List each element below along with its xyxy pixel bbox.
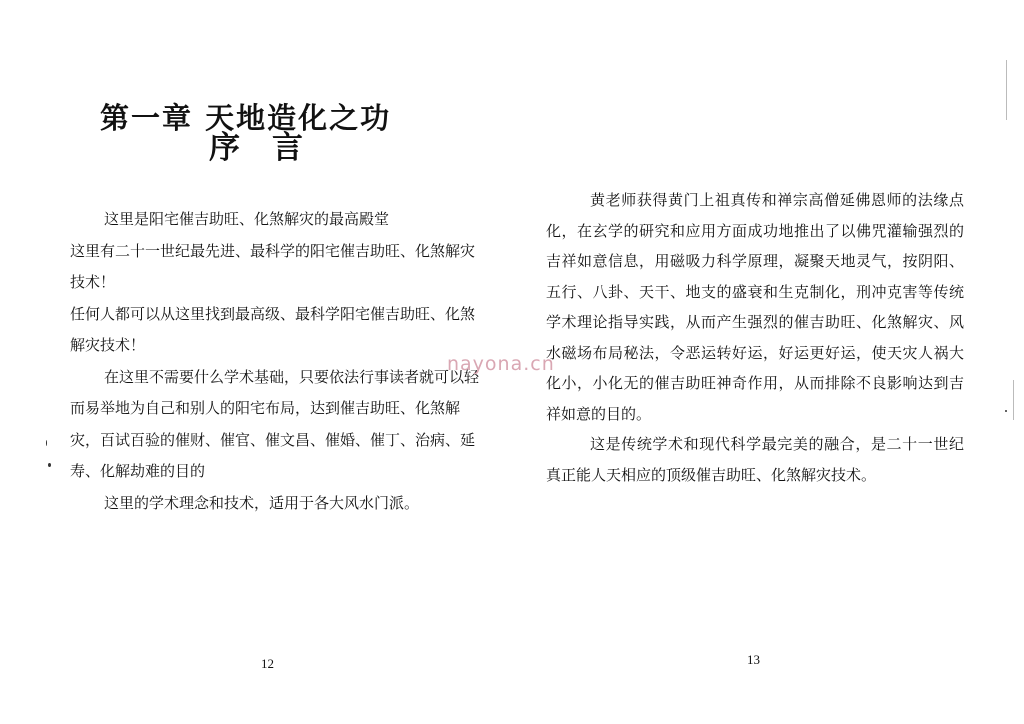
preface-title: 序言: [209, 130, 335, 166]
page-number-left: 12: [261, 656, 274, 671]
preface-paragraph-2: 这里有二十一世纪最先进、最科学的阳宅催吉助旺、化煞解灾技术！: [70, 241, 476, 291]
scan-edge-line: [1013, 380, 1014, 420]
scan-speck: [46, 440, 47, 446]
scan-edge-line: [1006, 60, 1007, 120]
chapter-paragraph-2: 这是传统学术和现代科学最完美的融合，是二十一世纪真正能人天相应的顶级催吉助旺、化煞解灾技术。: [546, 435, 964, 484]
page-number-right: 13: [747, 652, 760, 667]
chapter-paragraph-1: 黄老师获得黄门上祖真传和禅宗高僧延佛恩师的法缘点化，在玄学的研究和应用方面成功地推出了以佛咒灌输强烈的吉祥如意信息，用磁吸力科学原理，凝聚天地灵气，按阴阳、五行、八卦、天干、地支的盛衰和生克制化，刑冲克害等传统学术理论指导实践，从而产生强烈的催吉助旺、化煞解灾、风水磁场布局秘法，令恶运转好运，好运更好运，使天灾人祸大化小，小化无的催吉助旺神奇作用，从而排除不良影响达到吉祥如意的目的。: [546, 191, 964, 423]
preface-paragraph-4: 在这里不需要什么学术基础，只要依法行事读者就可以轻而易举地为自己和别人的阳宅布局，达到催吉助旺、化煞解灾，百试百验的催财、催官、催文昌、催婚、催丁、治病、延寿、化解劫难的目的: [70, 367, 480, 480]
preface-paragraph-5: 这里的学术理念和技术，适用于各大风水门派。: [104, 493, 420, 512]
scan-speck: [1005, 410, 1007, 412]
preface-paragraph-1: 这里是阳宅催吉助旺、化煞解灾的最高殿堂: [104, 210, 390, 228]
preface-body: [70, 204, 480, 519]
scan-speck: [48, 463, 51, 467]
chapter-title: 第一章 天地造化之功: [100, 101, 392, 135]
chapter-body: [546, 185, 964, 490]
watermark: nayona.cn: [447, 353, 555, 375]
preface-paragraph-3: 任何人都可以从这里找到最高级、最科学阳宅催吉助旺、化煞解灾技术！: [70, 304, 476, 354]
